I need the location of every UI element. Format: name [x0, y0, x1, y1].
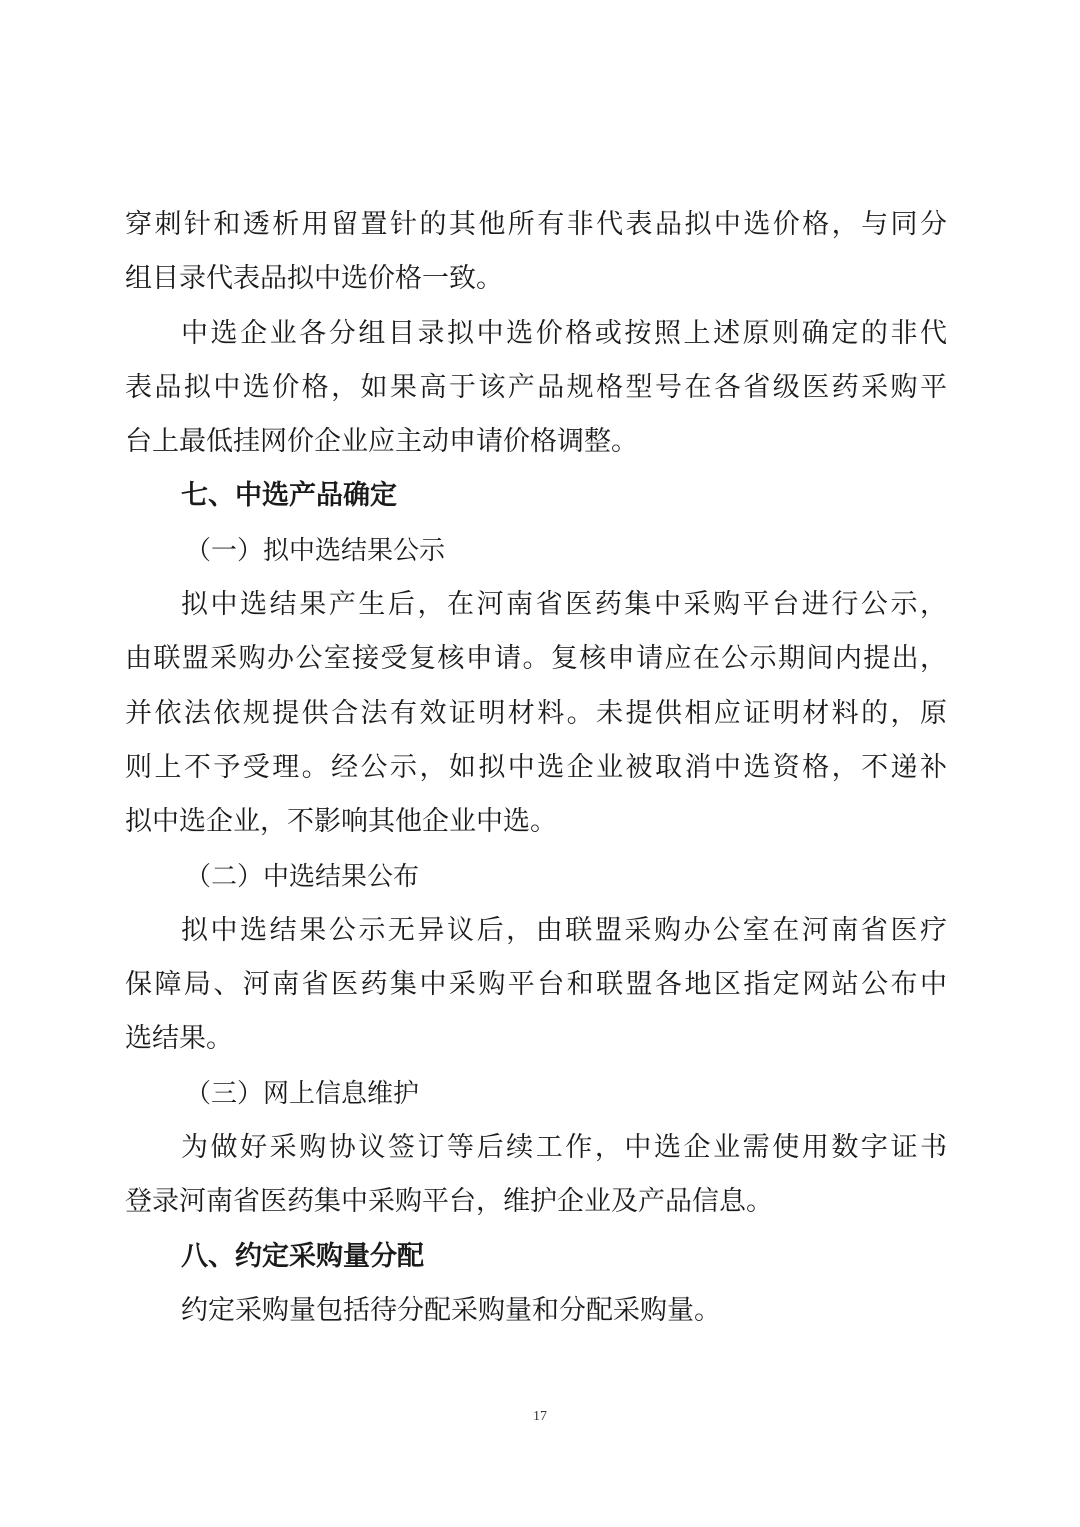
paragraph-line: 由联盟采购办公室接受复核申请。复核申请应在公示期间内提出， — [125, 643, 947, 675]
subsection-heading-1: （一）拟中选结果公示 — [185, 535, 446, 566]
document-body — [125, 198, 947, 1338]
paragraph-line: 登录河南省医药集中采购平台，维护企业及产品信息。 — [125, 1186, 773, 1218]
paragraph-line: 约定采购量包括待分配采购量和分配采购量。 — [181, 1294, 721, 1326]
paragraph-line: 表品拟中选价格，如果高于该产品规格型号在各省级医药采购平 — [125, 371, 947, 403]
paragraph-line: 组目录代表品拟中选价格一致。 — [125, 263, 503, 295]
paragraph-line: 为做好采购协议签订等后续工作，中选企业需使用数字证书 — [181, 1132, 947, 1164]
paragraph-line: 穿刺针和透析用留置针的其他所有非代表品拟中选价格，与同分 — [125, 209, 947, 240]
paragraph-line: 拟中选结果产生后，在河南省医药集中采购平台进行公示， — [181, 589, 947, 621]
section-heading-8: 八、约定采购量分配 — [181, 1240, 424, 1272]
paragraph-line: 拟中选结果公示无异议后，由联盟采购办公室在河南省医疗 — [181, 914, 947, 946]
subsection-heading-2: （二）中选结果公布 — [185, 861, 420, 892]
section-heading-7: 七、中选产品确定 — [181, 480, 397, 512]
page-number: 17 — [533, 1409, 547, 1424]
paragraph-line: 中选企业各分组目录拟中选价格或按照上述原则确定的非代 — [181, 317, 947, 349]
paragraph-line: 拟中选企业，不影响其他企业中选。 — [125, 806, 557, 838]
paragraph-line: 台上最低挂网价企业应主动申请价格调整。 — [125, 426, 638, 458]
paragraph-line: 保障局、河南省医药集中采购平台和联盟各地区指定网站公布中 — [125, 969, 947, 1001]
paragraph-line: 选结果。 — [125, 1023, 233, 1055]
subsection-heading-3: （三）网上信息维护 — [185, 1078, 420, 1109]
paragraph-line: 则上不予受理。经公示，如拟中选企业被取消中选资格，不递补 — [125, 751, 947, 783]
paragraph-line: 并依法依规提供合法有效证明材料。未提供相应证明材料的，原 — [125, 697, 947, 729]
